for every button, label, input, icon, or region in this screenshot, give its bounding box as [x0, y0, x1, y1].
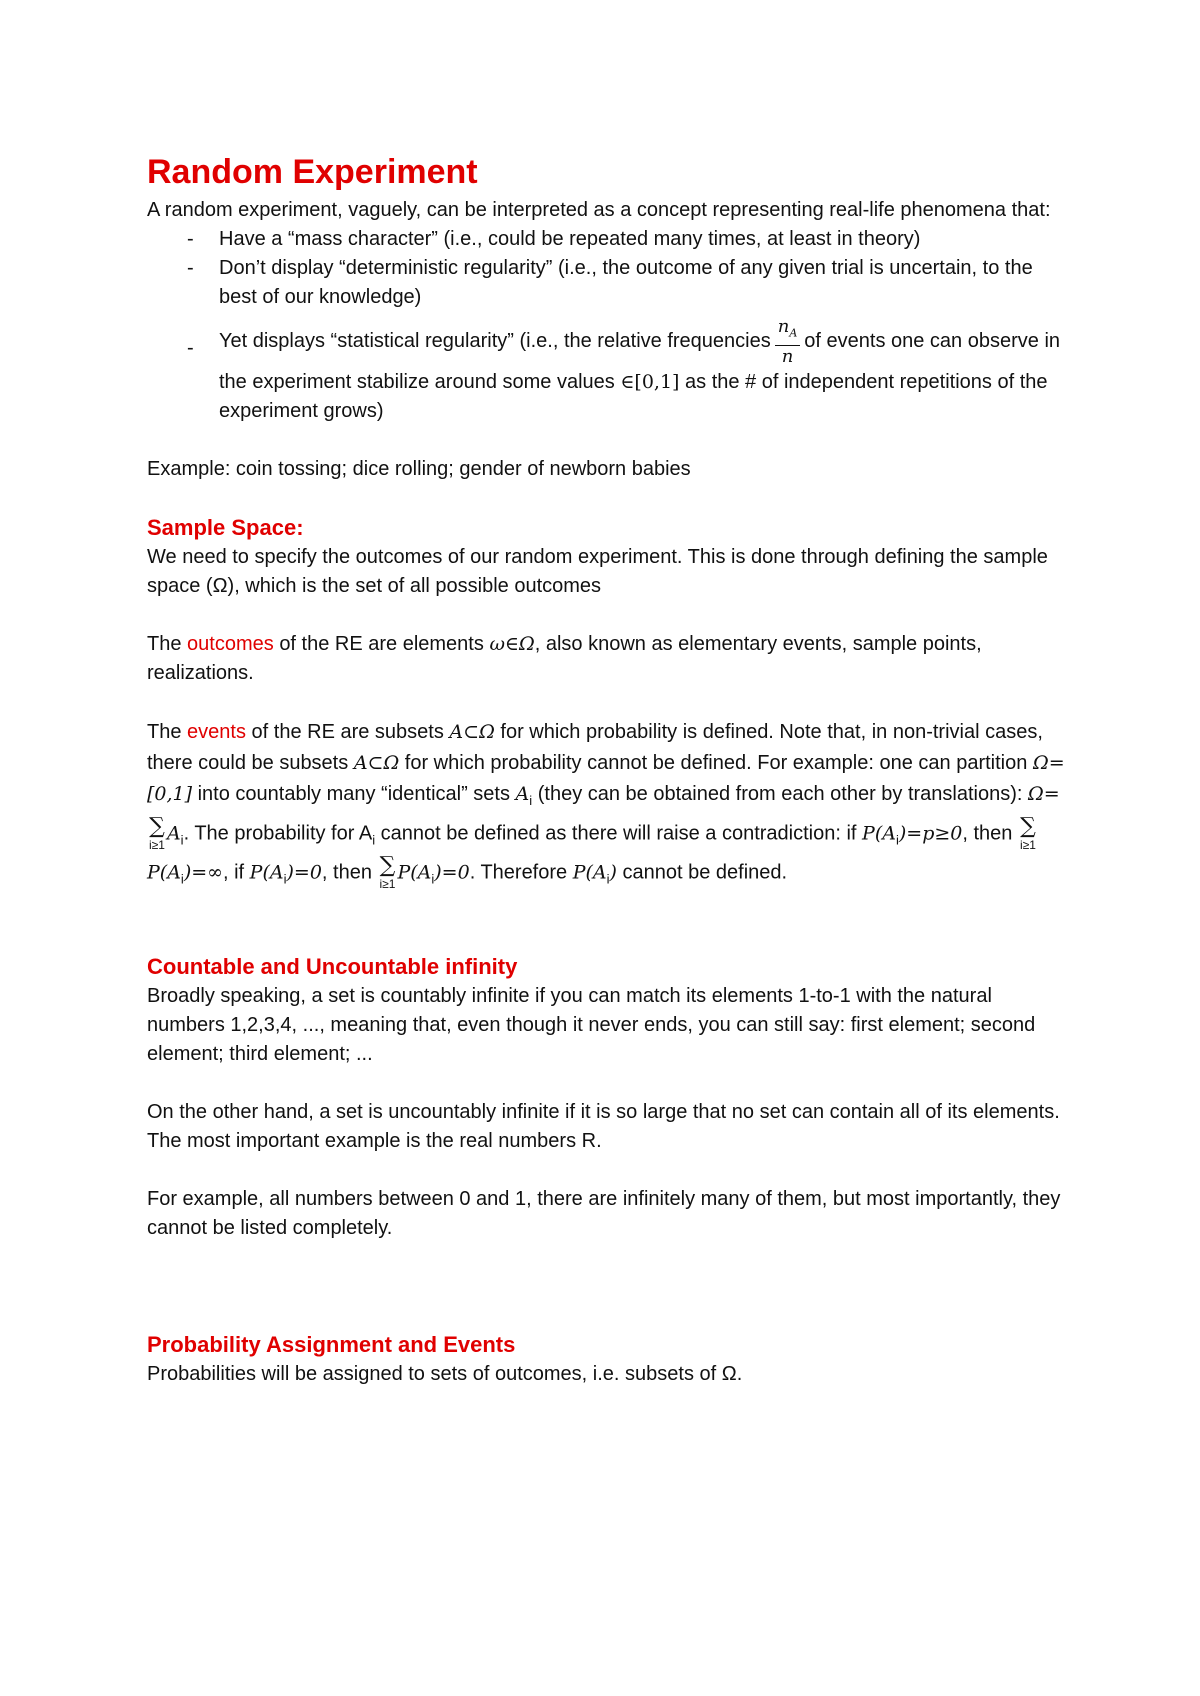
summation: ∑ i≥1 [149, 813, 165, 852]
countable-paragraph: Broadly speaking, a set is countably infinite if you can match its elements 1-to-1 with the natural numbers 1,2,3,4, ..., meaning that, even though it never ends, you can still say: first element; second element; third element; ... [147, 985, 1036, 1066]
events-paragraph: The events of the RE are subsets A⊂Ω for which probability is defined. Note that, in non-trivial cases, there could be subsets A⊂Ω for which probability cannot be defined. For example: one can partition Ω=[0,1] into countably many “identical” sets $A_i$ (they can be obtained from each other by translations): Ω= ∑ i≥1 $A_i$. The probability for $A_i$ cannot be defined as there will raise a contradiction: if $P(A_i)=p\ge 0$, then ∑ i≥1 $P(A_i)=\infty$, if $P(A_i)=0$, then ∑ i≥1 $P(A_i)=0$. Therefore $P(A_i)$ cannot be defined. [147, 720, 1065, 891]
outcomes-term: outcomes [187, 632, 274, 655]
dash-bullet: - [187, 337, 194, 359]
list-item: - Have a “mass character” (i.e., could be repeated many times, at least in theory) [147, 225, 1067, 254]
properties-list [147, 225, 1067, 426]
summation: ∑ i≥1 [379, 852, 396, 891]
example-line: Example: coin tossing; dice rolling; gender of newborn babies [147, 457, 691, 480]
document-page [147, 150, 1067, 1389]
uncountable-paragraph: On the other hand, a set is uncountably infinite if it is so large that no set can contain all of its elements. The most important example is the real numbers R. [147, 1101, 1060, 1153]
intro-paragraph: A random experiment, vaguely, can be interpreted as a concept representing real-life phenomena that: [147, 199, 1051, 221]
section-title-sample-space: Sample Space: [147, 514, 304, 540]
probability-paragraph: Probabilities will be assigned to sets of outcomes, i.e. subsets of Ω. [147, 1363, 743, 1386]
example-paragraph: For example, all numbers between 0 and 1, there are infinitely many of them, but most importantly, they cannot be listed completely. [147, 1188, 1061, 1240]
list-item: - Don’t display “deterministic regularity” (i.e., the outcome of any given trial is uncertain, to the best of our knowledge) [147, 254, 1067, 312]
dash-bullet: - [187, 228, 194, 250]
section-title-random-experiment: Random Experiment [147, 153, 478, 191]
summation: ∑ i≥1 [1019, 813, 1036, 852]
dash-bullet: - [187, 257, 194, 279]
events-term: events [187, 720, 246, 743]
list-item: - Yet displays “statistical regularity” (i.e., the relative frequencies $\frac{n_A}{n}$ of events one can observe in the experiment stabilize around some values ∈[0,1] as the # of independent repetitions of the experiment grows) [187, 316, 1061, 422]
outcomes-paragraph: The outcomes of the RE are elements ω∈Ω, also known as elementary events, sample points, realizations. [147, 632, 982, 684]
section-title-probability-assignment: Probability Assignment and Events [147, 1332, 516, 1358]
section-title-countable-infinity: Countable and Uncountable infinity [147, 954, 518, 980]
sample-space-paragraph: We need to specify the outcomes of our random experiment. This is done through defining the sample space (Ω), which is the set of all possible outcomes [147, 545, 1048, 597]
relative-frequency-fraction: $\frac{n_A}{n}$ [775, 316, 801, 368]
